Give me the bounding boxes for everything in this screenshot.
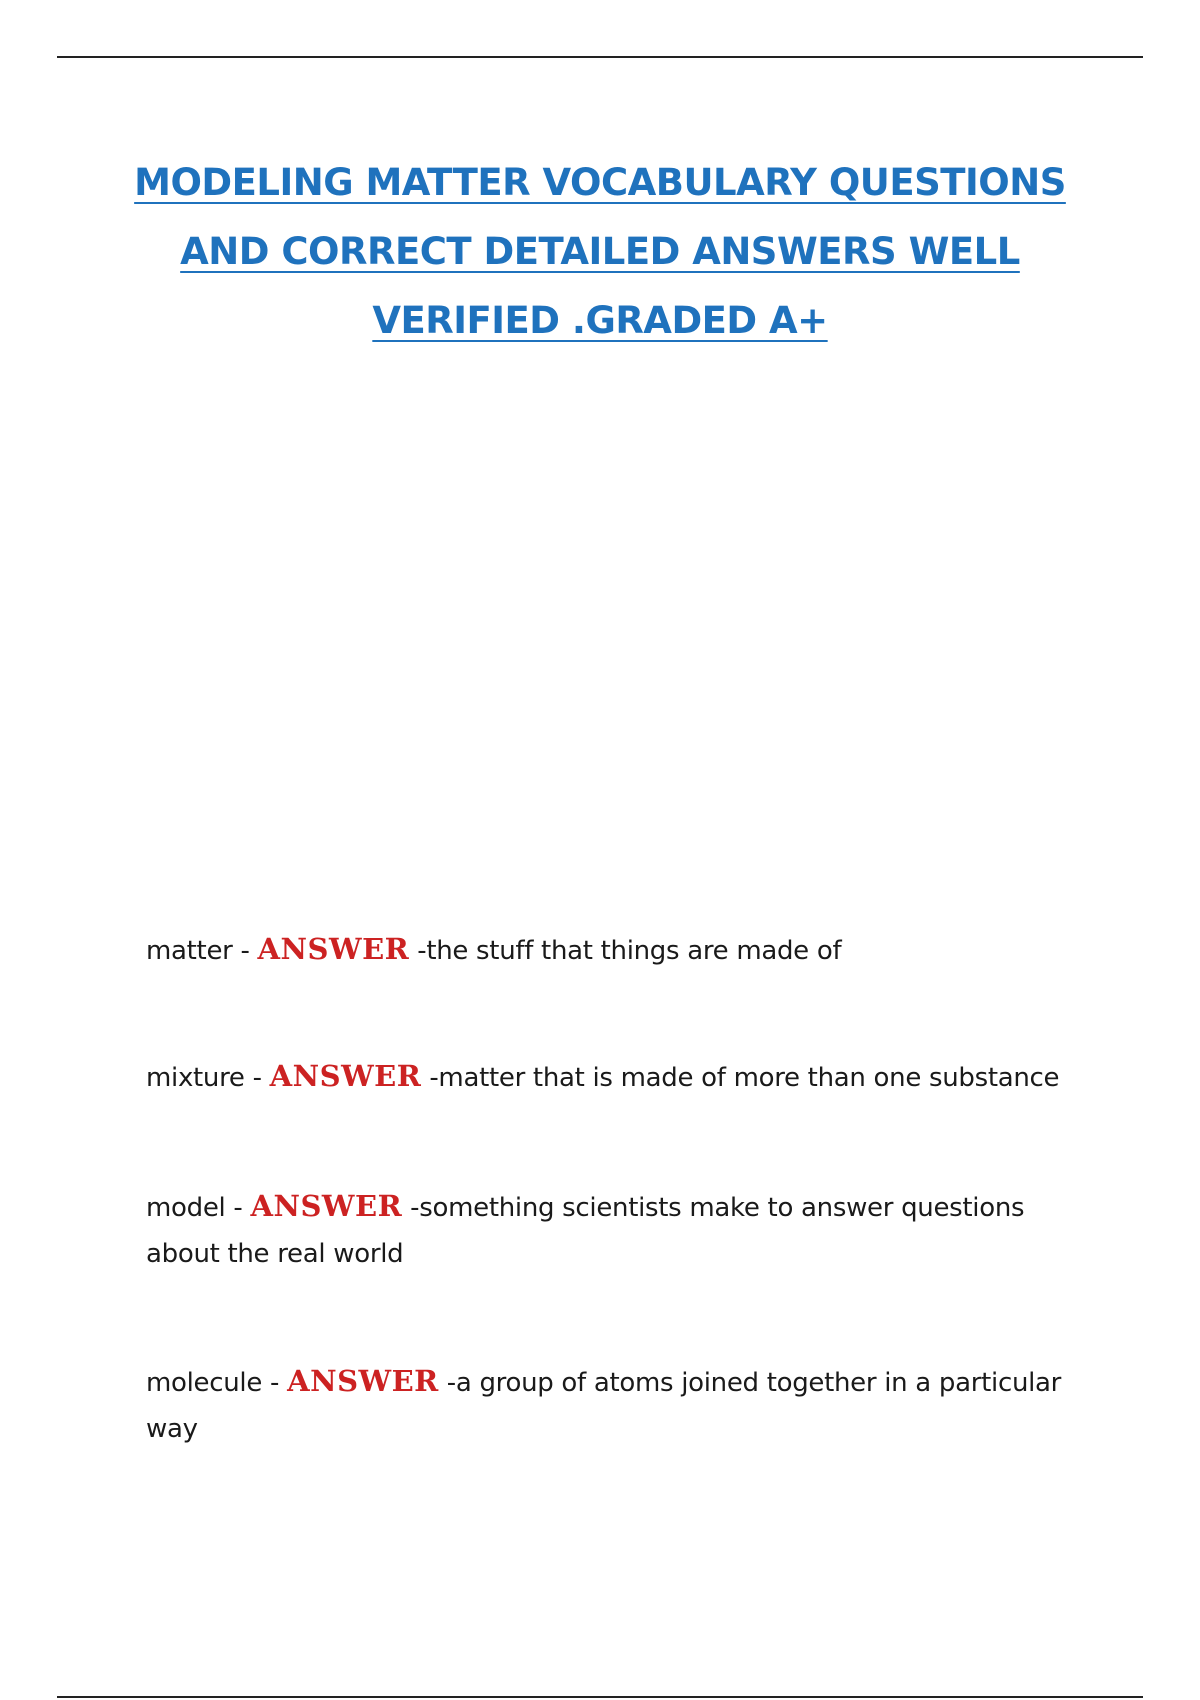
entry-term: molecule - [146,1368,288,1398]
answer-label: ANSWER [287,1364,439,1398]
bottom-rule [57,1696,1143,1698]
entry-term: matter - [146,936,258,966]
entry-term: model - [146,1193,251,1223]
title-line-1: MODELING MATTER VOCABULARY QUESTIONS [134,161,1066,204]
vocabulary-entry [146,926,1076,974]
top-rule [57,56,1143,58]
vocabulary-entry [146,1183,1076,1277]
answer-label: ANSWER [250,1189,403,1223]
title-line-2: AND CORRECT DETAILED ANSWERS WELL [180,230,1020,273]
vocabulary-entry [146,1358,1076,1452]
entry-definition: -a group of atoms joined together in a particular way [146,1368,1062,1444]
entry-term: mixture - [146,1063,270,1093]
entry-definition: -the stuff that things are made of [409,936,842,966]
answer-label: ANSWER [257,932,410,966]
entry-definition: -matter that is made of more than one substance [421,1063,1060,1093]
document-title [100,148,1100,355]
title-line-3: VERIFIED .GRADED A+ [372,299,828,342]
entry-definition: -something scientists make to answer questions about the real world [146,1193,1025,1269]
vocabulary-entry [146,1053,1076,1101]
answer-label: ANSWER [269,1059,422,1093]
